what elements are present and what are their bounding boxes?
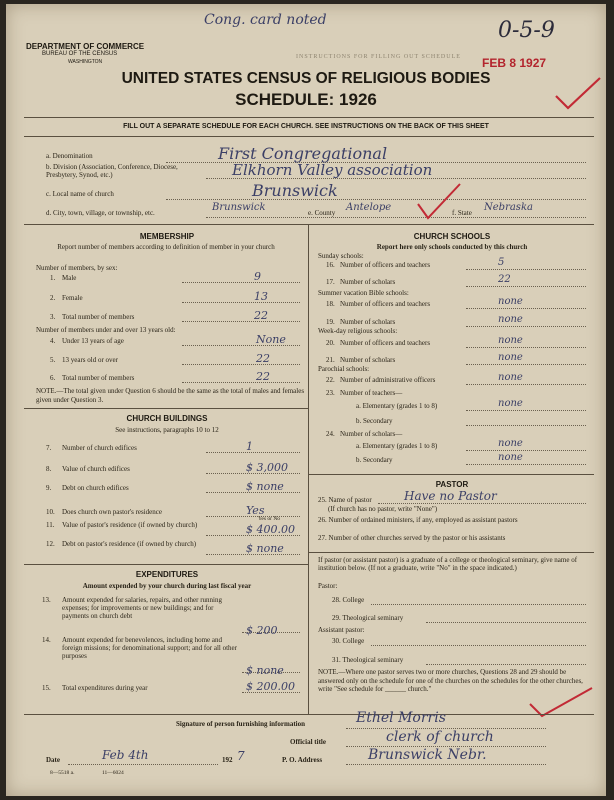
school-row-label: b. Secondary — [356, 417, 393, 425]
q28-label: 28. College — [332, 596, 365, 604]
membership-row-value[interactable]: 9 — [254, 270, 261, 283]
building-row-value[interactable]: Yes — [246, 504, 265, 517]
building-row-value[interactable]: $ 400.00 — [246, 523, 295, 536]
building-row-label: Value of church edifices — [62, 465, 130, 473]
expenditure-row-number: 14. — [42, 636, 51, 644]
membership-note: NOTE.—The total given under Question 6 should be the same as the total of males and females given under Question 3. — [36, 387, 305, 404]
school-row-number: 21. — [326, 356, 335, 364]
schools-sub: Report here only schools conducted by this church — [376, 243, 528, 251]
school-row-label: Number of scholars — [340, 278, 396, 286]
expenditures-sub: Amount expended by your church during last fiscal year — [82, 582, 252, 590]
expenditure-row-value[interactable]: $ none — [246, 664, 284, 677]
sunday-label: Sunday schools: — [318, 252, 364, 260]
signature-value[interactable]: Ethel Morris — [356, 710, 446, 726]
division-label: b. Division (Association, Conference, Diocese, Presbytery, Synod, etc.) — [46, 163, 178, 179]
buildings-sub: See instructions, paragraphs 10 to 12 — [115, 426, 219, 434]
school-row-value[interactable]: none — [498, 452, 523, 463]
membership-age-row-label: 13 years old or over — [62, 356, 118, 364]
expenditure-row-value[interactable]: $ 200 — [246, 624, 278, 637]
pastor-sub-label: Pastor: — [318, 582, 338, 590]
school-row-number: 19. — [326, 318, 335, 326]
building-row-label: Does church own pastor's residence — [62, 508, 163, 516]
membership-age-row-label: Under 13 years of age — [62, 337, 124, 345]
school-row-value[interactable]: 5 — [498, 257, 505, 268]
membership-row-number: 3. — [50, 313, 56, 321]
expenditure-row-label: Amount expended for benevolences, including home and foreign missions; for denominational support; and for all other purposes — [62, 636, 237, 660]
school-row-number: 23. — [326, 389, 335, 397]
building-row-label: Value of pastor's residence (if owned by church) — [62, 521, 198, 529]
building-row-number: 8. — [46, 465, 52, 473]
school-row-value[interactable]: none — [498, 398, 523, 409]
by-sex-label: Number of members, by sex: — [36, 264, 118, 272]
building-row-number: 12. — [46, 540, 55, 548]
local-name-label: c. Local name of church — [46, 190, 114, 198]
expenditure-row-number: 15. — [42, 684, 51, 692]
membership-row-label: Male — [62, 274, 77, 282]
schedule-title: SCHEDULE: 1926 — [235, 90, 377, 109]
city-label: d. City, town, village, or township, etc. — [46, 209, 155, 217]
received-stamp: FEB 8 1927 — [482, 56, 547, 70]
separate-instruction: FILL OUT A SEPARATE SCHEDULE FOR EACH CHURCH. SEE INSTRUCTIONS ON THE BACK OF THIS SHEET — [123, 123, 489, 130]
official-title-value[interactable]: clerk of church — [386, 729, 494, 745]
membership-row-number: 2. — [50, 294, 56, 302]
schools-heading: CHURCH SCHOOLS — [413, 232, 491, 241]
form-number: 8—5518 a. — [50, 770, 75, 776]
school-row-label: Number of scholars — [340, 318, 396, 326]
date-value[interactable]: Feb 4th — [102, 748, 149, 762]
date-label: Date — [46, 756, 60, 764]
school-row-number: 20. — [326, 339, 335, 347]
school-row-value[interactable]: none — [498, 352, 523, 363]
building-row-label: Number of church edifices — [62, 444, 137, 452]
school-row-number: 24. — [326, 430, 335, 438]
membership-heading: MEMBERSHIP — [139, 232, 195, 241]
pastor-heading: PASTOR — [435, 480, 469, 489]
membership-row-label: Total number of members — [62, 313, 135, 321]
state-label: f. State — [452, 209, 472, 217]
q26-label: 26. Number of ordained ministers, if any, employed as assistant pastors — [318, 516, 518, 524]
q27-label: 27. Number of other churches served by the pastor or his assistants — [318, 534, 506, 542]
po-address-value[interactable]: Brunswick Nebr. — [368, 747, 487, 763]
building-row-value[interactable]: $ 3,000 — [246, 461, 288, 474]
bleed-through-text: INSTRUCTIONS FOR FILLING OUT SCHEDULE — [296, 54, 461, 60]
school-row-value[interactable]: 22 — [498, 274, 511, 285]
building-row-number: 11. — [46, 521, 55, 529]
pastor-name-label: 25. Name of pastor — [318, 496, 372, 504]
school-row-label: b. Secondary — [356, 456, 393, 464]
school-row-value[interactable]: none — [498, 296, 523, 307]
bureau-name: BUREAU OF THE CENSUS — [42, 51, 118, 57]
census-schedule-sheet — [6, 4, 606, 796]
school-row-label: a. Elementary (grades 1 to 8) — [356, 402, 438, 410]
membership-age-row-number: 6. — [50, 374, 56, 382]
membership-row-value[interactable]: 22 — [254, 309, 268, 322]
school-row-value[interactable]: none — [498, 438, 523, 449]
county-value[interactable]: Antelope — [346, 202, 392, 213]
official-title-label: Official title — [290, 738, 326, 746]
building-row-value[interactable]: 1 — [246, 440, 253, 453]
membership-age-row-number: 5. — [50, 356, 56, 364]
pastor-name-hint: (If church has no pastor, write "None") — [328, 505, 438, 513]
school-row-number: 16. — [326, 261, 335, 269]
denomination-value[interactable]: First Congregational — [218, 144, 388, 163]
state-value[interactable]: Nebraska — [484, 202, 533, 213]
year-prefix: 192 — [222, 756, 233, 764]
print-number: 11—6024 — [102, 770, 124, 776]
school-row-number: 22. — [326, 376, 335, 384]
membership-age-row-value[interactable]: None — [256, 333, 286, 346]
school-row-label: Number of scholars — [340, 356, 396, 364]
membership-age-row-value[interactable]: 22 — [256, 352, 270, 365]
checkmark-icon — [414, 180, 464, 222]
pastor-note: NOTE.—Where one pastor serves two or more churches, Questions 28 and 29 should be answered only on the schedule for one of the churches on the schedules for the other churches, write "See schedule for ______ church." — [318, 668, 583, 693]
school-row-value[interactable]: none — [498, 372, 523, 383]
building-row-value[interactable]: $ none — [246, 542, 284, 555]
asst-pastor-label: Assistant pastor: — [318, 626, 365, 634]
membership-age-row-label: Total number of members — [62, 374, 135, 382]
signature-label: Signature of person furnishing information — [176, 720, 305, 728]
expenditures-heading: EXPENDITURES — [135, 570, 199, 579]
parochial-label: Parochial schools: — [318, 365, 370, 373]
school-row-value[interactable]: none — [498, 314, 523, 325]
school-row-number: 17. — [326, 278, 335, 286]
expenditure-row-label: Amount expended for salaries, repairs, and other running expenses; for improvements or new buildings; and for payments on church debt — [62, 596, 222, 620]
building-row-number: 9. — [46, 484, 52, 492]
top-code: 0-5-9 — [498, 18, 555, 43]
school-row-label: Number of officers and teachers — [340, 300, 431, 308]
membership-age-row-value[interactable]: 22 — [256, 370, 270, 383]
school-row-value[interactable]: none — [498, 335, 523, 346]
dept-name: DEPARTMENT OF COMMERCE — [26, 42, 145, 51]
membership-intro: Report number of members according to definition of member in your church — [57, 243, 275, 251]
year-value[interactable]: 7 — [237, 749, 245, 763]
school-row-label: Number of teachers— — [340, 389, 403, 397]
membership-age-row-number: 4. — [50, 337, 56, 345]
school-row-label: Number of scholars— — [340, 430, 403, 438]
county-label: e. County — [308, 209, 336, 217]
city-name: WASHINGTON — [68, 59, 103, 65]
school-row-label: a. Elementary (grades 1 to 8) — [356, 442, 438, 450]
school-row-number: 18. — [326, 300, 335, 308]
local-name-value[interactable]: Brunswick — [252, 181, 338, 200]
expenditure-row-value[interactable]: $ 200.00 — [246, 680, 295, 693]
school-row-label: Number of officers and teachers — [340, 339, 431, 347]
expenditure-row-number: 13. — [42, 596, 51, 604]
pastor-name-value[interactable]: Have no Pastor — [404, 489, 497, 503]
school-row-label: Number of officers and teachers — [340, 261, 431, 269]
summer-label: Summer vacation Bible schools: — [318, 289, 409, 297]
division-value[interactable]: Elkhorn Valley association — [232, 161, 433, 179]
yes-no-hint: Yes or No — [258, 516, 281, 522]
form-title: UNITED STATES CENSUS OF RELIGIOUS BODIES — [121, 70, 491, 87]
po-address-label: P. O. Address — [282, 756, 323, 764]
expenditure-row-label: Total expenditures during year — [62, 684, 148, 692]
building-row-number: 10. — [46, 508, 55, 516]
age-label: Number of members under and over 13 years old: — [36, 326, 176, 334]
building-row-number: 7. — [46, 444, 52, 452]
weekday-label: Week-day religious schools: — [318, 327, 398, 335]
denomination-label: a. Denomination — [46, 152, 93, 160]
building-row-label: Debt on church edifices — [62, 484, 129, 492]
q29-label: 29. Theological seminary — [332, 614, 404, 622]
top-note: Cong. card noted — [204, 12, 327, 28]
q30-label: 30. College — [332, 637, 365, 645]
building-row-label: Debt on pastor's residence (if owned by church) — [62, 540, 197, 548]
q31-label: 31. Theological seminary — [332, 656, 404, 664]
school-row-label: Number of administrative officers — [340, 376, 436, 384]
city-value[interactable]: Brunswick — [212, 202, 266, 213]
membership-row-value[interactable]: 13 — [254, 290, 268, 303]
pastor-graduate-info: If pastor (or assistant pastor) is a graduate of a college or theological seminary, give name of institution below. (If not a graduate, write "No" in the space indicated.) — [318, 556, 578, 572]
building-row-value[interactable]: $ none — [246, 480, 284, 493]
membership-row-number: 1. — [50, 274, 56, 282]
buildings-heading: CHURCH BUILDINGS — [126, 414, 208, 423]
membership-row-label: Female — [62, 294, 83, 302]
